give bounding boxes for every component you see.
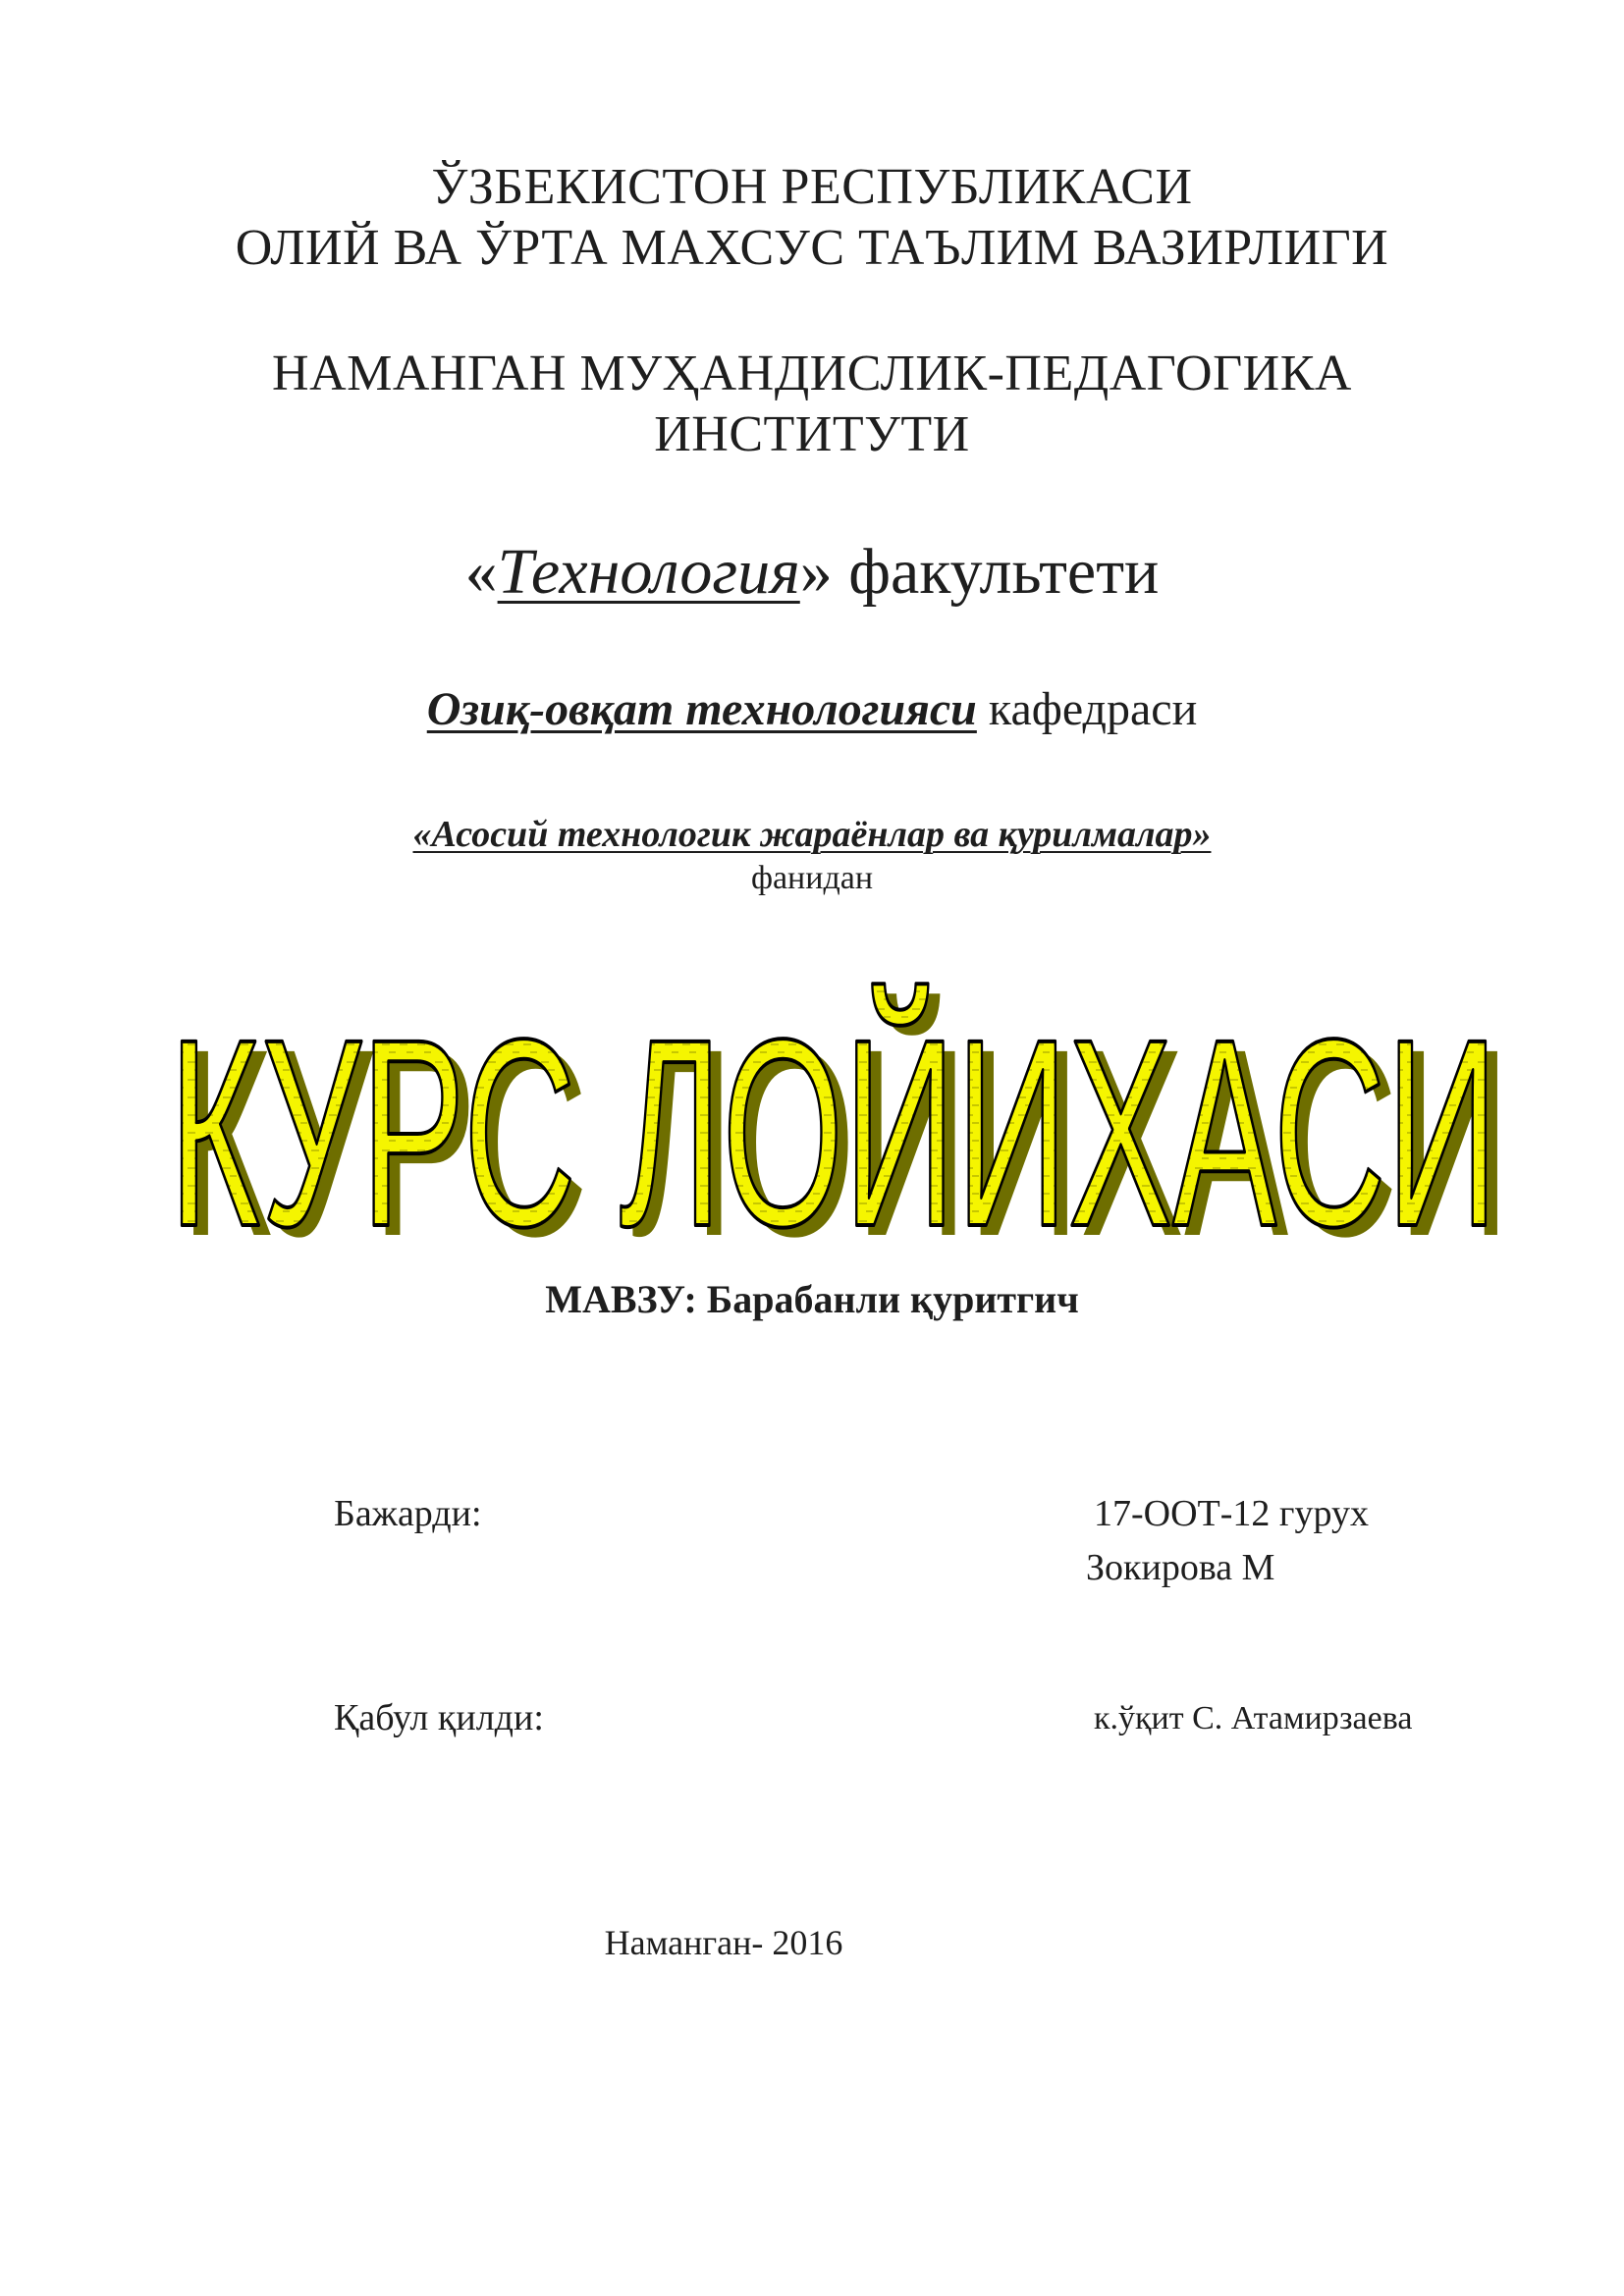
- course-project-title-shadow: КУРС ЛОЙИХАСИ: [181, 993, 1510, 1247]
- ministry-title: ОЛИЙ ВА ЎРТА МАХСУС ТАЪЛИМ ВАЗИРЛИГИ: [235, 220, 1389, 276]
- faculty-name: Технология: [497, 536, 800, 608]
- department-name: Озиқ-овқат технологияси: [426, 683, 977, 735]
- faculty-suffix: факультети: [832, 536, 1160, 608]
- city-year: Наманган- 2016: [604, 1923, 843, 1962]
- student-name: Зокирова М: [1086, 1547, 1275, 1588]
- subject-suffix: фанидан: [750, 860, 874, 896]
- republic-title: ЎЗБЕКИСТОН РЕСПУБЛИКАСИ: [431, 159, 1193, 215]
- department-suffix: кафедраси: [976, 683, 1198, 735]
- performed-label: Бажарди:: [334, 1493, 482, 1534]
- topic-line: МАВЗУ: Барабанли қуритгич: [545, 1277, 1079, 1321]
- course-project-title: [167, 933, 1522, 1247]
- faculty-line: [0, 535, 1624, 610]
- accepted-label: Қабул қилди:: [334, 1697, 544, 1738]
- course-project-title-text: КУРС ЛОЙИХАСИ: [169, 984, 1498, 1247]
- subject-name: «Асосий технологик жараёнлар ва қурилмалар»: [412, 814, 1212, 855]
- faculty-open-quote: «: [464, 536, 498, 608]
- institute-title-line2: ИНСТИТУТИ: [654, 406, 970, 462]
- institute-title-line1: НАМАНГАН МУҲАНДИСЛИК-ПЕДАГОГИКА: [272, 346, 1352, 401]
- student-group: 17-ООТ-12 гурух: [1094, 1493, 1369, 1534]
- department-line: [0, 682, 1624, 736]
- faculty-close-quote: »: [799, 536, 833, 608]
- teacher-name: к.ўқит С. Атамирзаева: [1094, 1700, 1413, 1736]
